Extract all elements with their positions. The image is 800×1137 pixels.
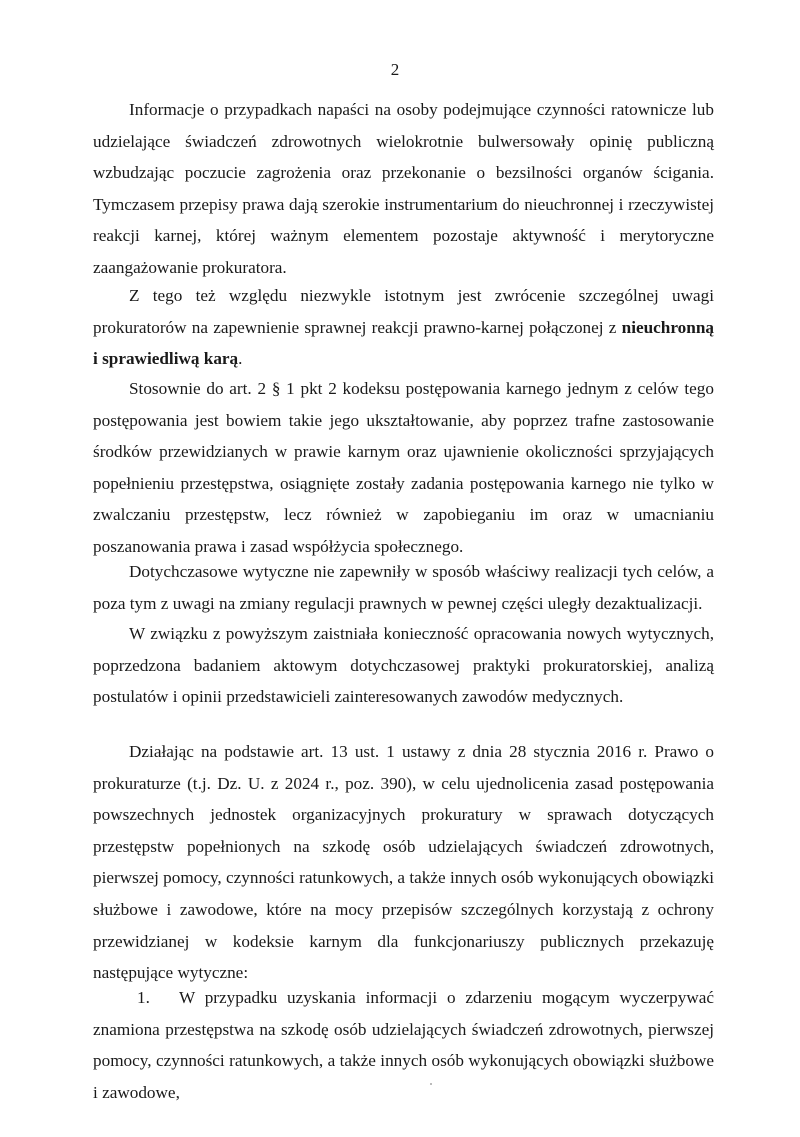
numbered-item-1-text: W przypadku uzyskania informacji o zdarzeniu mogącym wyczerpywać znamiona przestępstwa na szkodę osób udzielających świadczeń zdrowotnych, pierwszej pomocy, czynności ratunkowych, a także innych osób wykonujących obowiązki służbowe i zawodowe,	[93, 988, 714, 1102]
emphasis-bold-text: nieuchronną i sprawiedliwą karą	[93, 317, 714, 369]
page-number: 2	[390, 60, 400, 79]
paragraph-directive-text: Działając na podstawie art. 13 ust. 1 ustawy z dnia 28 stycznia 2016 r. Prawo o prokuraturze (t.j. Dz. U. z 2024 r., poz. 390), w celu ujednolicenia zasad postępowania powszechnych jednostek organizacyjnych prokuratury w sprawach dotyczących przestępstw popełnionych na szkodę osób udzielających świadczeń zdrowotnych, pierwszej pomocy, czynności ratunkowych, a także innych osób wykonujących obowiązki służbowe i zawodowe, które na mocy przepisów szczególnych korzystają z ochrony przewidzianej w kodeksie karnym dla funkcjonariuszy publicznych przekazuję następujące wytyczne:	[93, 742, 714, 983]
paragraph-new-guidelines	[93, 618, 714, 713]
paragraph-legal-basis	[93, 373, 714, 563]
paragraph-emphasis-end: .	[238, 349, 243, 369]
paragraph-intro	[93, 94, 714, 284]
paragraph-previous-guidelines-text: Dotychczasowe wytyczne nie zapewniły w sposób właściwy realizacji tych celów, a poza tym z uwagi na zmiany regulacji prawnych w pewnej części uległy dezaktualizacji.	[93, 562, 714, 613]
paragraph-emphasis	[93, 280, 714, 375]
paragraph-legal-basis-text: Stosownie do art. 2 § 1 pkt 2 kodeksu postępowania karnego jednym z celów tego postępowania jest bowiem takie jego ukształtowanie, aby poprzez trafne zastosowanie środków przewidzianych w prawie karnym oraz ujawnienie okoliczności sprzyjających popełnieniu przestępstwa, osiągnięte zostały zadania postępowania karnego nie tylko w zwalczaniu przestępstw, lecz również w zapobieganiu im oraz w umacnianiu poszanowania prawa i zasad współżycia społecznego.	[93, 379, 714, 556]
paragraph-emphasis-text: Z tego też względu niezwykle istotnym jest zwrócenie szczególnej uwagi prokuratorów na zapewnienie sprawnej reakcji prawno-karnej połączonej z	[93, 286, 714, 337]
scan-dot	[430, 1083, 432, 1085]
paragraph-directive	[93, 736, 714, 989]
paragraph-new-guidelines-text: W związku z powyższym zaistniała konieczność opracowania nowych wytycznych, poprzedzona badaniem aktowym dotychczasowej praktyki prokuratorskiej, analizą postulatów i opinii przedstawicieli zainteresowanych zawodów medycznych.	[93, 624, 714, 707]
numbered-item-1-number: 1.	[137, 988, 150, 1007]
numbered-item-1	[93, 982, 714, 1108]
paragraph-previous-guidelines	[93, 556, 714, 619]
paragraph-intro-text: Informacje o przypadkach napaści na osoby podejmujące czynności ratownicze lub udzielające świadczeń zdrowotnych wielokrotnie bulwersowały opinię publiczną wzbudzając poczucie zagrożenia oraz przekonanie o bezsilności organów ścigania. Tymczasem przepisy prawa dają szerokie instrumentarium do nieuchronnej i rzeczywistej reakcji karnej, której ważnym elementem pozostaje aktywność i merytoryczne zaangażowanie prokuratora.	[93, 100, 714, 277]
